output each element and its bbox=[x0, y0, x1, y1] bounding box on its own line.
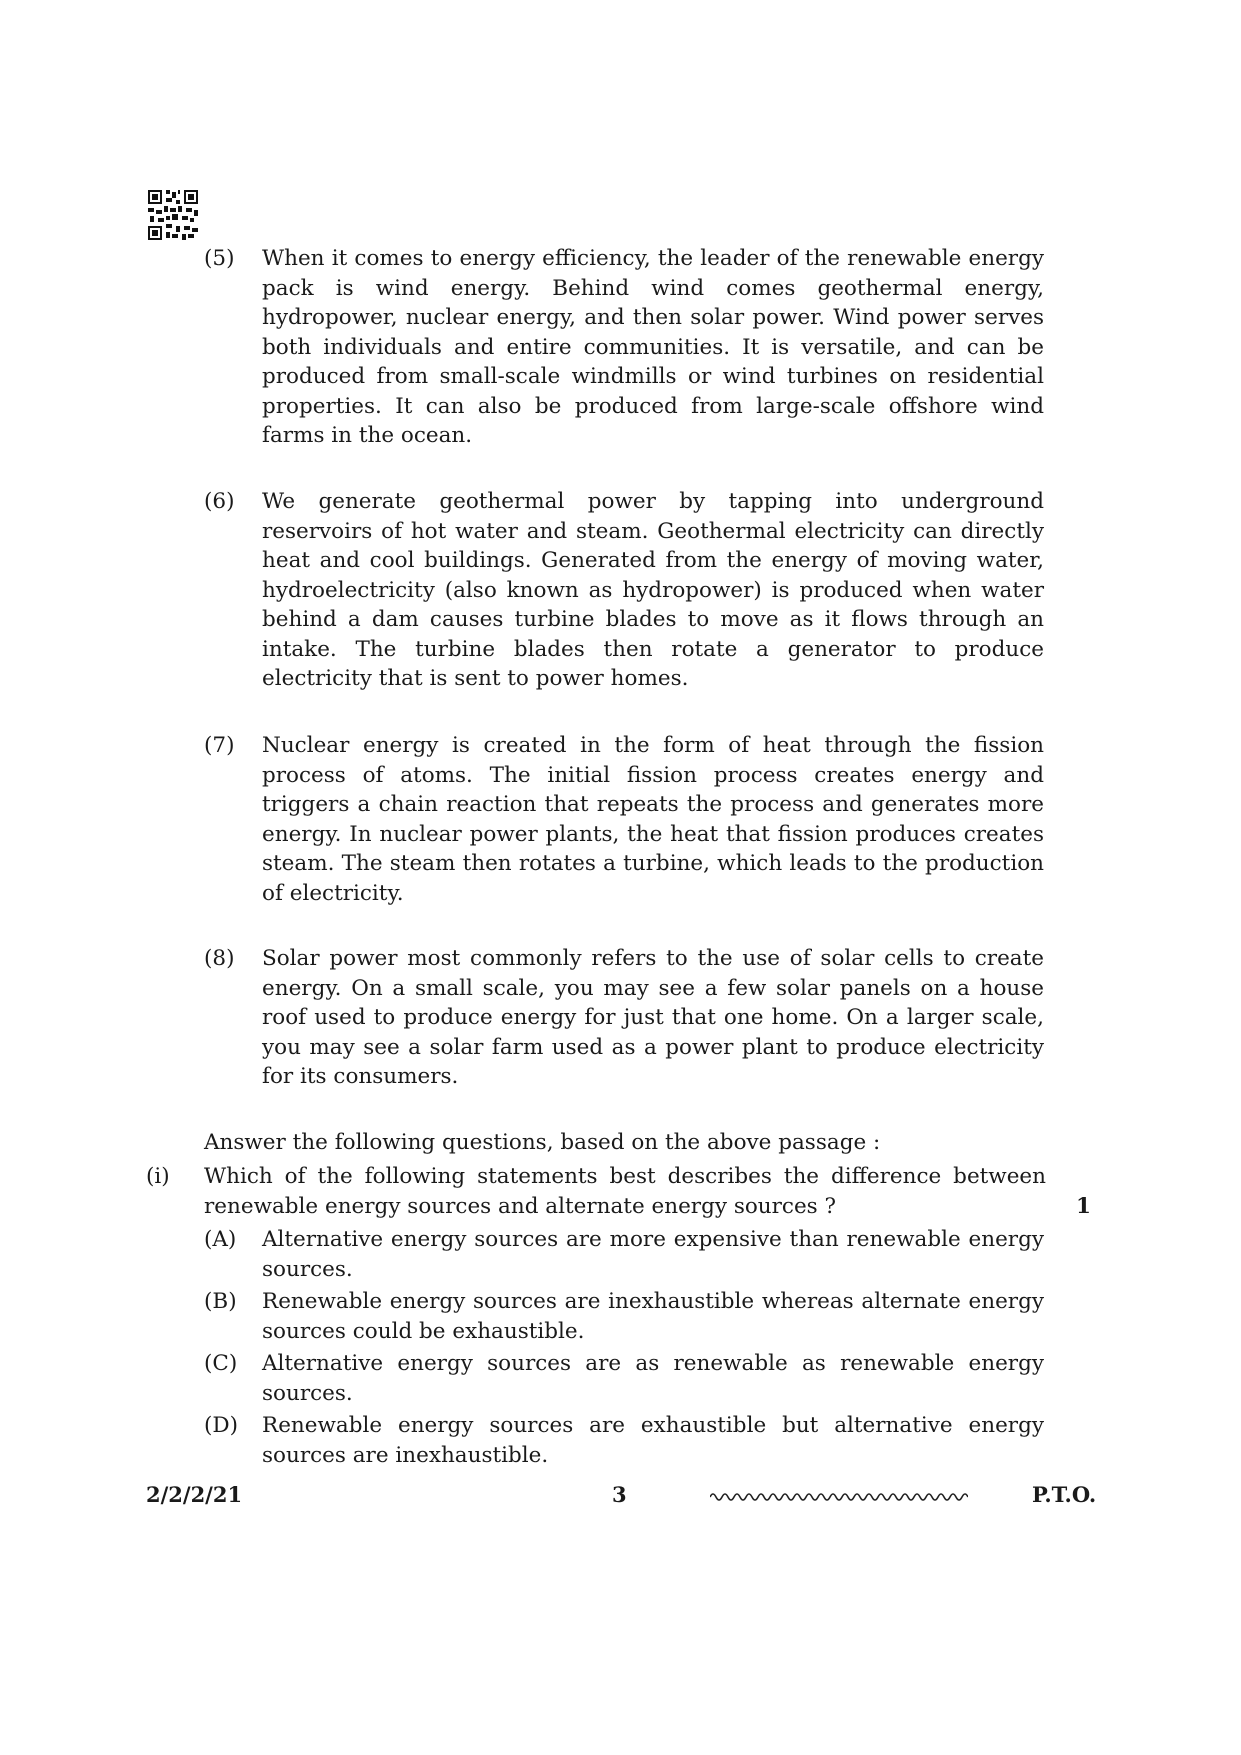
passage-paragraph-6 bbox=[204, 487, 1044, 694]
pto-label: P.T.O. bbox=[1032, 1482, 1097, 1507]
question-text: Which of the following statements best describes the difference between renewable energy sources and alternate energy sources ? bbox=[204, 1164, 1046, 1219]
passage-paragraph-5 bbox=[204, 244, 1044, 451]
question-marks: 1 bbox=[1076, 1194, 1091, 1219]
option-label: (A) bbox=[204, 1227, 237, 1252]
option-b bbox=[204, 1287, 1044, 1346]
paragraph-number: (5) bbox=[204, 246, 235, 271]
passage-paragraph-8 bbox=[204, 944, 1044, 1092]
option-label: (B) bbox=[204, 1289, 237, 1314]
passage-paragraph-7 bbox=[204, 731, 1044, 908]
paragraph-text: When it comes to energy efficiency, the leader of the renewable energy pack is wind energy. Behind wind comes geothermal energy, hydropower, nuclear energy, and then solar power. Wind power serves both individuals and entire communities. It is versatile, and can be produced from small-scale windmills or wind turbines on residential properties. It can also be produced from large-scale offshore wind farms in the ocean. bbox=[262, 246, 1044, 448]
option-text: Alternative energy sources are as renewable as renewable energy sources. bbox=[262, 1351, 1044, 1406]
paragraph-text: Solar power most commonly refers to the use of solar cells to create energy. On a small scale, you may see a few solar panels on a house roof used to produce energy for just that one home. On a larger scale, you may see a solar farm used as a power plant to produce electricity for its consumers. bbox=[262, 946, 1044, 1089]
option-text: Renewable energy sources are exhaustible but alternative energy sources are inexhaustible. bbox=[262, 1413, 1044, 1468]
paragraph-number: (7) bbox=[204, 733, 235, 758]
option-text: Alternative energy sources are more expensive than renewable energy sources. bbox=[262, 1227, 1044, 1282]
questions-instruction: Answer the following questions, based on the above passage : bbox=[204, 1130, 881, 1155]
option-a bbox=[204, 1225, 1044, 1284]
option-c bbox=[204, 1349, 1044, 1408]
qr-code-icon bbox=[148, 190, 198, 240]
option-d bbox=[204, 1411, 1044, 1470]
option-text: Renewable energy sources are inexhaustible whereas alternate energy sources could be exhaustible. bbox=[262, 1289, 1044, 1344]
question-number: (i) bbox=[146, 1164, 170, 1189]
paragraph-number: (6) bbox=[204, 489, 235, 514]
option-label: (C) bbox=[204, 1351, 238, 1376]
paragraph-number: (8) bbox=[204, 946, 235, 971]
wavy-line-icon bbox=[710, 1490, 968, 1504]
paragraph-text: We generate geothermal power by tapping into underground reservoirs of hot water and steam. Geothermal electricity can directly heat and cool buildings. Generated from the energy of moving water, hydroelectricity (also known as hydropower) is produced when water behind a dam causes turbine blades to move as it flows through an intake. The turbine blades then rotate a generator to produce electricity that is sent to power homes. bbox=[262, 489, 1044, 691]
paragraph-text: Nuclear energy is created in the form of heat through the fission process of atoms. The initial fission process creates energy and triggers a chain reaction that repeats the process and generates more energy. In nuclear power plants, the heat that fission produces creates steam. The steam then rotates a turbine, which leads to the production of electricity. bbox=[262, 733, 1044, 906]
question-i bbox=[146, 1162, 1046, 1221]
paper-code: 2/2/2/21 bbox=[146, 1482, 243, 1507]
page-number: 3 bbox=[612, 1482, 627, 1507]
option-label: (D) bbox=[204, 1413, 239, 1438]
